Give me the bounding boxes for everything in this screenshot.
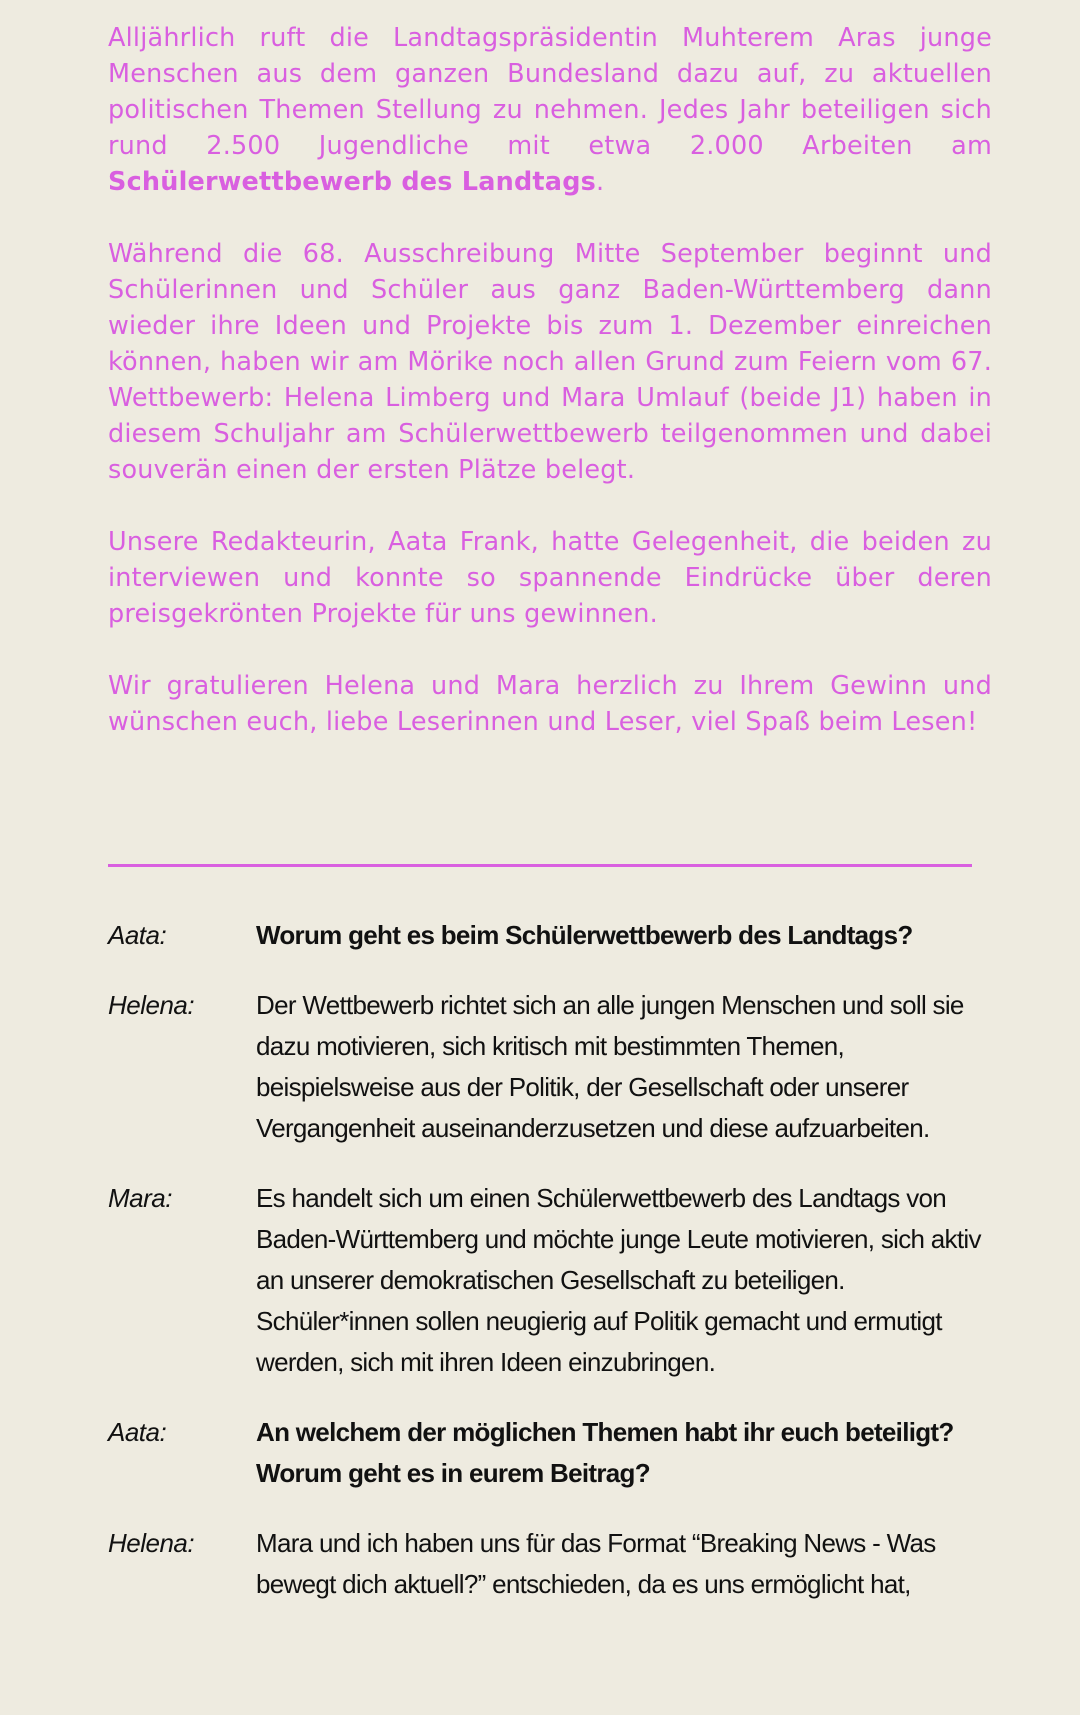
intro-paragraph-4: Wir gratulieren Helena und Mara herzlich zu Ihrem Gewinn und wünschen euch, liebe Leserinnen und Leser, viel Spaß beim Lesen! <box>108 671 992 737</box>
intro-paragraph-1-end: . <box>596 167 605 197</box>
section-divider <box>108 864 972 867</box>
interview-answer: Der Wettbewerb richtet sich an alle jungen Menschen und soll sie dazu motivieren, sich kritisch mit bestimmten Themen, beispielsweise aus der Politik, der Gesellschaft oder unserer Vergangenheit auseinanderzusetzen und diese aufzuarbeiten. <box>256 990 964 1143</box>
interview-row <box>108 1412 992 1494</box>
intro-paragraph-1 <box>108 20 992 200</box>
intro-paragraph-1-text: Alljährlich ruft die Landtagspräsidentin Muhterem Aras junge Menschen aus dem ganzen Bundesland dazu auf, zu aktuellen politischen Themen Stellung zu nehmen. Jedes Jahr beteiligen sich rund 2.500 Jugendliche mit etwa 2.000 Arbeiten am <box>108 23 992 161</box>
speaker-label: Aata: <box>108 1417 167 1447</box>
interview-answer: Mara und ich haben uns für das Format “Breaking News - Was bewegt dich aktuell?” entschieden, da es uns ermöglicht hat, <box>256 1528 936 1599</box>
speaker-label: Mara: <box>108 1183 172 1213</box>
interview-question: Worum geht es beim Schülerwettbewerb des Landtags? <box>256 920 913 950</box>
intro-paragraph-3: Unsere Redakteurin, Aata Frank, hatte Gelegenheit, die beiden zu interviewen und konnte so spannende Eindrücke über deren preisgekrönten Projekte für uns gewinnen. <box>108 527 992 629</box>
interview <box>108 915 992 1634</box>
interview-answer: Es handelt sich um einen Schülerwettbewerb des Landtags von Baden-Württemberg und möchte junge Leute motivieren, sich aktiv an unserer demokratischen Gesellschaft zu beteiligen. Schüler*innen sollen neugierig auf Politik gemacht und ermutigt werden, sich mit ihren Ideen einzubringen. <box>256 1183 981 1377</box>
interview-row <box>108 985 992 1149</box>
speaker-label: Helena: <box>108 1528 195 1558</box>
speaker-label: Helena: <box>108 990 195 1020</box>
interview-row <box>108 915 992 956</box>
intro-paragraph-2: Während die 68. Ausschreibung Mitte September beginnt und Schülerinnen und Schüler aus ganz Baden-Württemberg dann wieder ihre Ideen und Projekte bis zum 1. Dezember einreichen können, haben wir am Mörike noch allen Grund zum Feiern vom 67. Wettbewerb: Helena Limberg und Mara Umlauf (beide J1) haben in diesem Schuljahr am Schülerwettbewerb teilgenommen und dabei souverän einen der ersten Plätze belegt. <box>108 239 992 485</box>
competition-name: Schülerwettbewerb des Landtags <box>108 167 597 197</box>
interview-question: An welchem der möglichen Themen habt ihr euch beteiligt? Worum geht es in eurem Beitrag? <box>256 1417 954 1488</box>
interview-row <box>108 1523 992 1605</box>
speaker-label: Aata: <box>108 920 167 950</box>
interview-row <box>108 1178 992 1383</box>
intro-text <box>108 20 992 776</box>
